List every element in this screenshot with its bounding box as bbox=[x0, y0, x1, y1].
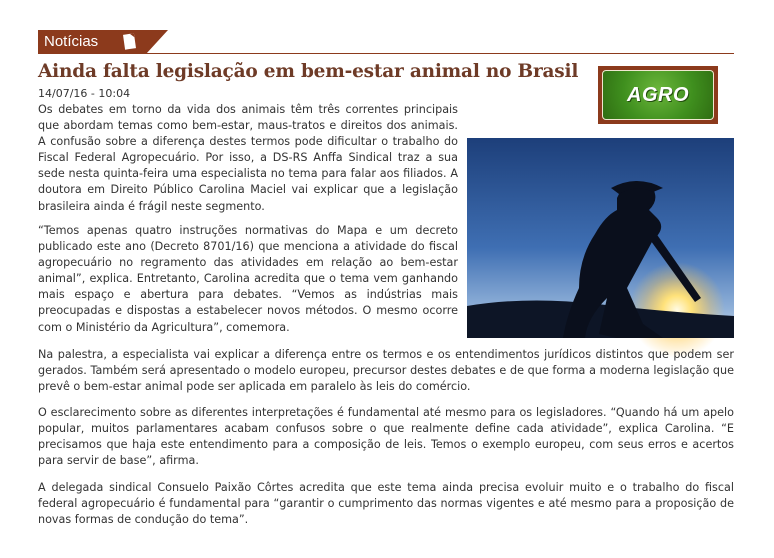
article-paragraph: O esclarecimento sobre as diferentes interpretações é fundamental até mesmo para os legisladores. “Quando há um apelo popular, muitos parlamentares acabam confusos sobre o que realmente define cada atividade”, explica Carolina. “E precisamos que haja este entendimento para a composição de leis. Temos o exemplo europeu, com seus erros e acertos para servir de base”, afirma. bbox=[38, 406, 734, 468]
article-date: 14/07/16 - 10:04 bbox=[38, 87, 131, 100]
section-divider bbox=[38, 53, 734, 54]
agrolink-logo bbox=[598, 66, 718, 124]
article-paragraph: “Temos apenas quatro instruções normativas do Mapa e um decreto publicado este ano (Decreto 8701/16) que menciona a atividade do fiscal agropecuário no regramento das atividades em relação ao bem-estar animal”, explica. Entretanto, Carolina acredita que o tema vem ganhando mais espaço e abertura para debates. “Vemos as indústrias mais preocupadas e dispostas a estabelecer novos métodos. O mesmo ocorre com o Ministério da Agricultura”, comemora. bbox=[38, 224, 458, 334]
article-title: Ainda falta legislação em bem-estar animal no Brasil bbox=[38, 61, 579, 82]
article-paragraph: Os debates em torno da vida dos animais têm três correntes principais que abordam temas como bem-estar, maus-tratos e direitos dos animais. A confusão sobre a diferença destes termos pode dificultar o trabalho do Fiscal Federal Agropecuário. Por isso, a DS-RS Anffa Sindical traz a sua sede nesta quinta-feira uma especialista no tema para falar aos filiados. A doutora em Direito Público Carolina Maciel vai explicar que a legislação brasileira ainda é frágil neste segmento. bbox=[38, 103, 458, 213]
section-header bbox=[38, 30, 734, 54]
article-photo bbox=[467, 138, 734, 338]
document-icon bbox=[123, 33, 136, 49]
article-paragraph: Na palestra, a especialista vai explicar a diferença entre os termos e os entendimentos jurídicos distintos que podem ser gerados. Também será apresentado o modelo europeu, precursor destes debates e de que forma a moderna legislação que prevê o bem-estar animal pode ser aplicada em paralelo às leis do comércio. bbox=[38, 348, 734, 394]
farmer-silhouette-illustration bbox=[467, 138, 734, 338]
section-tab-corner bbox=[146, 30, 168, 54]
article-paragraph: A delegada sindical Consuelo Paixão Côrtes acredita que este tema ainda precisa evoluir muito e o trabalho do fiscal federal agropecuário é fundamental para “garantir o cumprimento das normas vigentes e até mesmo para a proposição de novas formas de condução do tema”. bbox=[38, 481, 734, 527]
logo-text: AGRO bbox=[627, 84, 689, 106]
section-label: Notícias bbox=[44, 33, 99, 50]
logo-badge bbox=[602, 70, 714, 120]
